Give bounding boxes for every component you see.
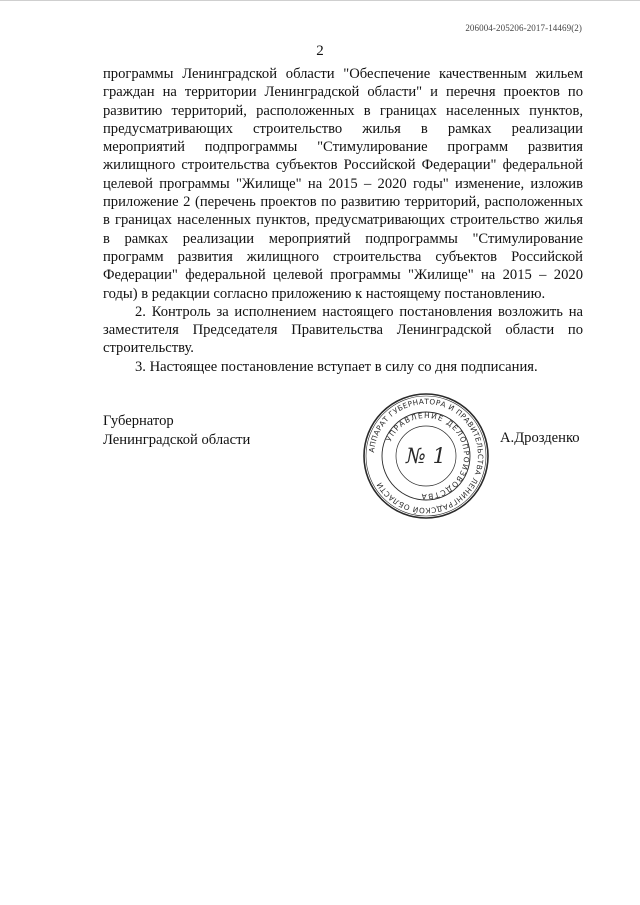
seal-icon xyxy=(362,392,490,520)
signatory-title-line-1: Губернатор xyxy=(103,413,174,429)
official-seal xyxy=(362,392,490,520)
paragraph-effective-date: 3. Настоящее постановление вступает в силу со дня подписания. xyxy=(135,358,538,375)
signatory-name: А.Дрозденко xyxy=(500,430,580,446)
document-body xyxy=(103,65,583,376)
paragraph-control: 2. Контроль за исполнением настоящего постановления возложить на заместителя Председателя Правительства Ленинградской области по строительству. xyxy=(103,303,583,357)
paragraph-continuation: программы Ленинградской области "Обеспечение качественным жильем граждан на территории Ленинградской области" и перечня проектов по развитию территорий, расположенных в границах населенных пунктов, предусматривающих строительство жилья в рамках реализации мероприятий подпрограммы "Стимулирование программ развития жилищного строительства субъектов Российской Федерации" федеральной целевой программы "Жилище" на 2015 – 2020 годы" изменение, изложив приложение 2 (перечень проектов по развитию территорий, расположенных в границах населенных пунктов, предусматривающих строительство жилья в рамках реализации мероприятий подпрограммы "Стимулирование программ развития жилищного строительства субъектов Российской Федерации" федеральной целевой программы "Жилище" на 2015 – 2020 годы) в редакции согласно приложению к настоящему постановлению. xyxy=(103,66,583,302)
page-number: 2 xyxy=(316,43,324,59)
signatory-title-line-2: Ленинградской области xyxy=(103,432,251,448)
signatory-title xyxy=(103,412,250,450)
scan-edge-line xyxy=(0,0,640,1)
svg-text:№ 1: № 1 xyxy=(406,444,446,468)
document-code: 206004-205206-2017-14469(2) xyxy=(465,23,582,33)
svg-text:УПРАВЛЕНИЕ ДЕЛОПРОИЗВОДСТВА: УПРАВЛЕНИЕ ДЕЛОПРОИЗВОДСТВА xyxy=(384,410,472,502)
svg-text:АППАРАТ ГУБЕРНАТОРА И ПРАВИТЕЛ: АППАРАТ ГУБЕРНАТОРА И ПРАВИТЕЛЬСТВА ЛЕНИНГРАДСКОЙ ОБЛАСТИ xyxy=(367,396,486,516)
